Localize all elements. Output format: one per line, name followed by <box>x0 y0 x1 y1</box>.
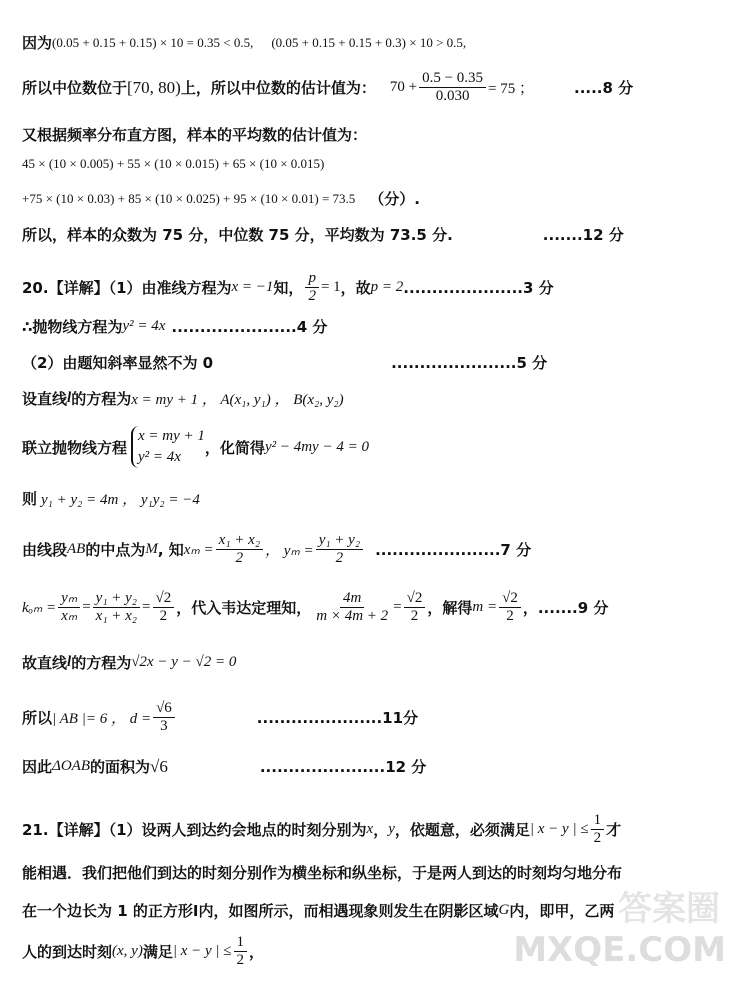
line-19: 能相遇．我们把他们到达的时刻分别作为横坐标和纵坐标，于是两人到达的时刻均匀地分布 <box>22 864 623 882</box>
line-12: 则 y₁ + y₂ = 4m ， y₁y₂ = −4 <box>22 490 200 508</box>
line-18: 21.【详解】（1）设两人到达约会地点的时刻分别为 x ， y ，依题意，必须满足 | x − y | ≤ $\frac{1}{2}$ 才 <box>22 812 622 847</box>
watermark-logo: 答案圈 <box>618 889 720 929</box>
line-16: 所以 | AB |= 6 ， d = $\frac{√6}{3}$ ......................11分 <box>22 700 419 735</box>
line-4: 45 × (10 × 0.005) + 55 × (10 × 0.015) + 65 × (10 × 0.015) <box>22 156 325 171</box>
fraction: $\frac{4m}{m \times 4m + 2}$ <box>316 590 389 625</box>
line-3: 又根据频率分布直方图，样本的平均数的估计值为： <box>22 126 368 144</box>
line-13: 由线段 AB 的中点为 M , 知 xₘ = $\frac{\text{x₁ + x₂}}{2}$ ， yₘ = $\frac{\text{y₁ + y₂}}{2}$ ......................7 分 <box>22 532 532 567</box>
line-11: 联立抛物线方程 x = my + 1 y² = 4x ，化简得 y² − 4my − 4 = 0 <box>22 426 738 468</box>
line-17: 因此 ΔOAB 的面积为 √6 ......................12 分 <box>22 756 427 776</box>
equation-system: x = my + 1 y² = 4x <box>131 426 205 468</box>
line-10: 设直线 l 的方程为 x = my + 1 ， A(x₁, y₁) ， B(x₂, y₂) <box>22 390 344 408</box>
line-8: ∴抛物线方程为 y² = 4x ......................4 分 <box>22 318 328 336</box>
fraction: $\frac{\text{y₁ + y₂}}{2}$ <box>316 532 363 568</box>
line-15: 故直线 l 的方程为 √2x − y − √2 = 0 <box>22 654 237 672</box>
fraction: $\frac{√2}{2}$ <box>404 590 426 626</box>
fraction: $\frac{0.5 - 0.35}{0.030}$ <box>419 70 486 106</box>
line-20: 在一个边长为 1 的正方形Ⅰ内，如图所示，而相遇现象则发生在阴影区域 G 内，即甲，乙两 <box>22 902 615 920</box>
fraction: $\frac{1}{2}$ <box>234 934 248 970</box>
line-5: +75 × (10 × 0.03) + 85 × (10 × 0.025) + 95 × (10 × 0.01) = 73.5 （分）. <box>22 190 420 208</box>
fraction: $\frac{√2}{2}$ <box>153 590 175 626</box>
line-2: 所以中位数位于 [70, 80) 上，所以中位数的估计值为： 70 + $\frac{0.5 - 0.35}{0.030}$ = 75 ； .....8 分 <box>22 70 634 105</box>
line-7: 20.【详解】（1）由准线方程为 x = −1 知， $\frac{p}{2}$ = 1 ，故 p = 2 .....................3 分 <box>22 270 554 305</box>
watermark-url: MXQE.COM <box>513 930 726 970</box>
fraction: $\frac{√2}{2}$ <box>499 590 521 626</box>
line-1: 因为 (0.05 + 0.15 + 0.15) × 10 = 0.35 < 0.5, (0.05 + 0.15 + 0.15 + 0.3) × 10 > 0.5, <box>22 34 467 52</box>
line-21: 人的到达时刻 (x, y) 满足 | x − y | ≤ $\frac{1}{2}$ ， <box>22 934 265 969</box>
fraction: $\frac{\text{yₘ}}{\text{xₘ}}$ <box>58 590 80 626</box>
fraction: $\frac{p}{2}$ <box>305 270 319 306</box>
fraction: $\frac{\text{x₁ + x₂}}{2}$ <box>216 532 263 568</box>
fraction: $\frac{1}{2}$ <box>591 812 605 848</box>
line-9: （2）由题知斜率显然不为 0 ......................5 分 <box>22 354 548 372</box>
line-6: 所以，样本的众数为 75 分，中位数 75 分，平均数为 73.5 分. .......12 分 <box>22 226 624 244</box>
line-14: kₒₘ = $\frac{\text{yₘ}}{\text{xₘ}}$ = $\frac{\text{y₁ + y₂}}{\text{x₁ + x₂}}$ = $\frac{√2}{2}$ ，代入韦达定理知， $\frac{4m}{m \times 4m + 2}$ = $\frac{√2}{2}$ ，解得 m = $\frac{√2}{2}$ ，.......9 分 <box>22 590 609 625</box>
fraction: $\frac{\text{y₁ + y₂}}{\text{x₁ + x₂}}$ <box>93 590 140 626</box>
fraction: $\frac{√6}{3}$ <box>153 700 175 736</box>
